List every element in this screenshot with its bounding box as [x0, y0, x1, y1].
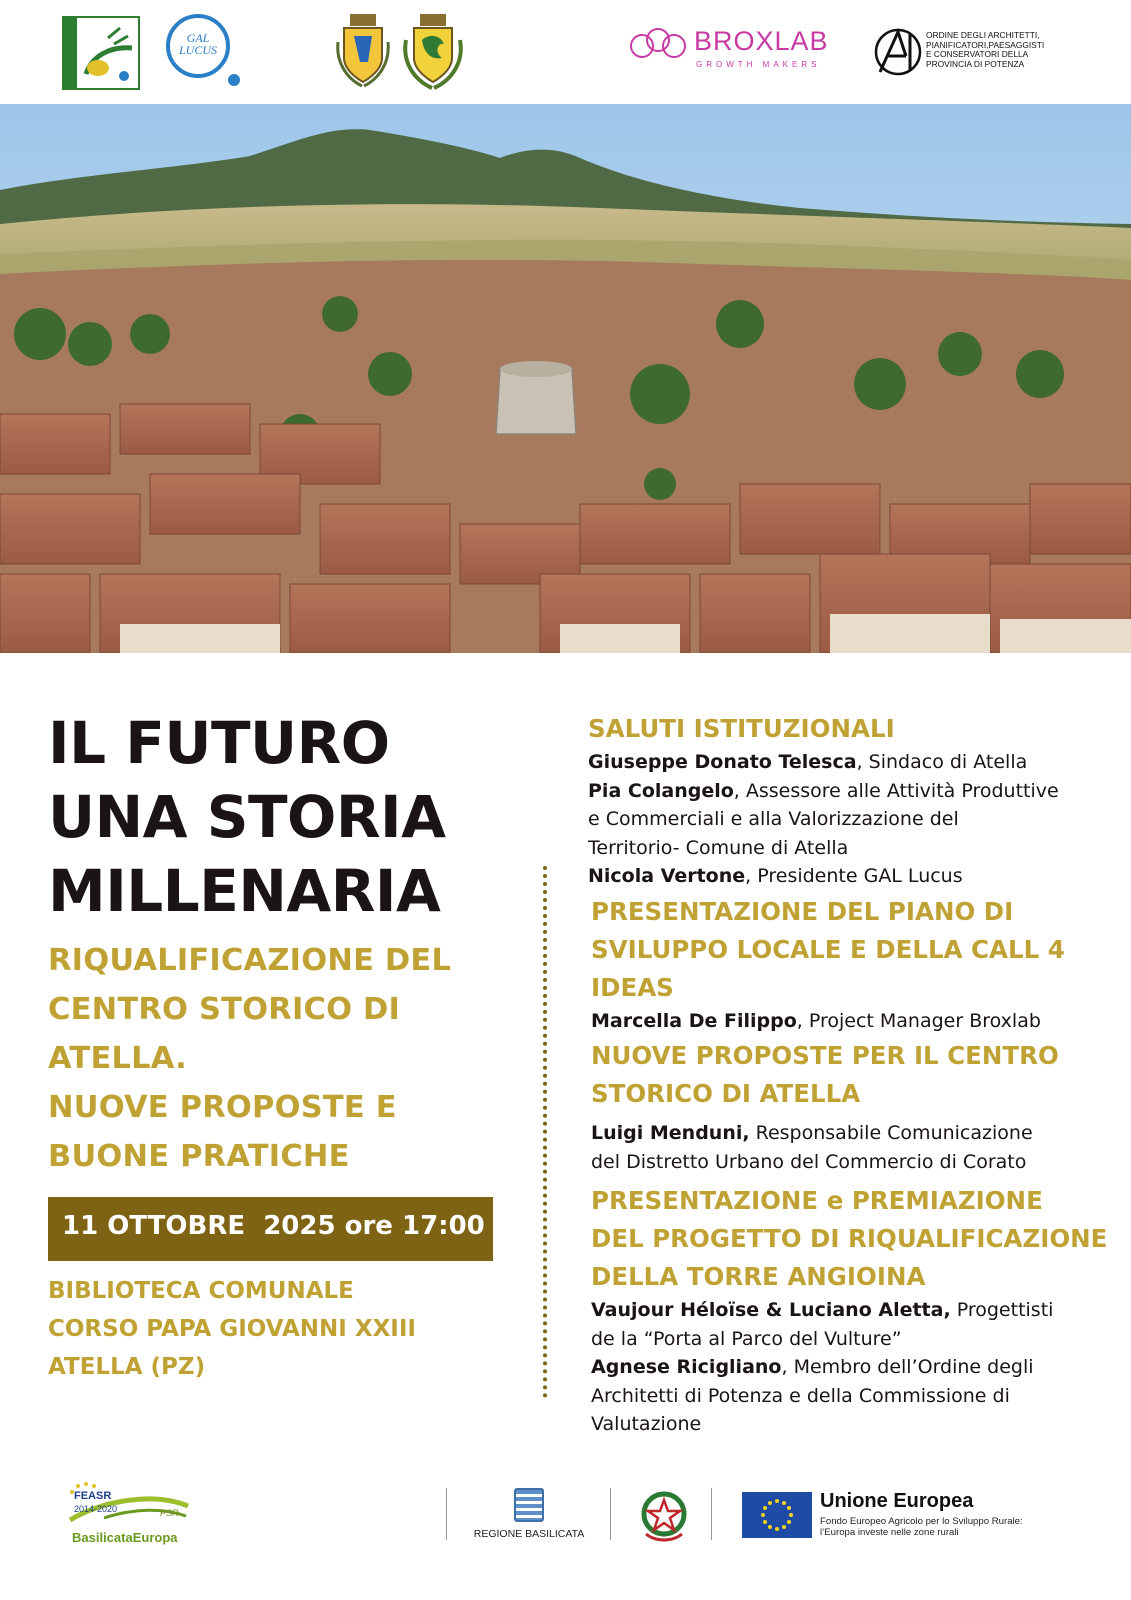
- ordine-monogram-icon: [872, 26, 924, 78]
- eu-subtitle-line: l’Europa investe nelle zone rurali: [820, 1527, 959, 1538]
- ordine-text: [926, 31, 1076, 69]
- speaker-name: Luigi Menduni,: [591, 1122, 750, 1144]
- section-title-line: DEL PROGETTO DI RIQUALIFICAZIONE: [591, 1224, 1108, 1253]
- subtitle-line: BUONE PRATICHE: [48, 1139, 350, 1174]
- broxlab-name: BROXLAB: [694, 26, 829, 56]
- title-line: UNA STORIA: [48, 783, 446, 851]
- speaker: [591, 1296, 1108, 1325]
- speaker-role-line: Architetti di Potenza e della Commissione di: [591, 1384, 1010, 1407]
- speaker: [591, 1119, 1108, 1148]
- speaker-role: Progettisti: [950, 1299, 1054, 1321]
- atella-aerial-photo: [0, 104, 1131, 653]
- speaker: [588, 777, 1108, 806]
- gal-lucus-text: GAL LUCUS: [178, 31, 217, 57]
- eu-title: Unione Europea: [820, 1490, 974, 1512]
- speaker-name: Pia Colangelo: [588, 779, 734, 802]
- ordine-architetti-logo: [872, 26, 1072, 82]
- gal-lucus-logo: [166, 14, 240, 86]
- feasr-years: 2014-2020: [74, 1504, 118, 1514]
- basilicata-europa-label: BasilicataEuropa: [72, 1530, 178, 1545]
- psr-label: PSR: [160, 1508, 179, 1518]
- program-section-piano: [591, 893, 1108, 1036]
- broxlab-circles-icon: [628, 26, 692, 66]
- speaker-role: , Membro dell’Ordine degli: [781, 1356, 1034, 1378]
- regione-label: REGIONE BASILICATA: [473, 1528, 585, 1540]
- speaker-role: , Project Manager Broxlab: [796, 1009, 1041, 1032]
- ordine-line: PIANIFICATORI,PAESAGGISTI: [926, 39, 1045, 50]
- speaker-name: Marcella De Filippo: [591, 1009, 797, 1032]
- ordine-line: ORDINE DEGLI ARCHITETTI,: [926, 30, 1040, 40]
- subtitle-line: CENTRO STORICO DI: [48, 992, 401, 1027]
- section-title-line: DELLA TORRE ANGIOINA: [591, 1262, 926, 1291]
- speaker-role: Responsabile Comunicazione: [749, 1122, 1033, 1144]
- date-banner: [48, 1197, 493, 1261]
- eu-flag-icon: [742, 1492, 812, 1538]
- dotted-divider: [543, 866, 547, 1398]
- speaker-role: , Assessore alle Attività Produttive: [733, 779, 1059, 802]
- broxlab-logo: [628, 26, 828, 76]
- program: [588, 710, 1108, 1439]
- venue-line: ATELLA (PZ): [48, 1354, 206, 1380]
- speaker: [588, 748, 1108, 777]
- venue-line: CORSO PAPA GIOVANNI XXIII: [48, 1316, 416, 1342]
- gal-dot-icon: [228, 74, 240, 86]
- coat-of-arms-icon: [398, 12, 468, 90]
- speaker-name: Agnese Ricigliano: [591, 1356, 782, 1378]
- event-date: 11 OTTOBRE 2025 ore 17:00: [62, 1211, 485, 1241]
- section-title-line: PRESENTAZIONE DEL PIANO DI: [591, 896, 1014, 926]
- feasr-label: FEASR: [74, 1490, 112, 1502]
- section-title: SALUTI ISTITUZIONALI: [588, 714, 895, 743]
- speaker: [591, 1007, 1108, 1036]
- speaker: [591, 1353, 1108, 1382]
- event-title: [48, 706, 518, 928]
- speaker-role-line: Territorio- Comune di Atella: [588, 836, 849, 859]
- speaker-role-line: e Commerciali e alla Valorizzazione del: [588, 808, 959, 830]
- title-line: MILLENARIA: [48, 857, 441, 925]
- ordine-line: PROVINCIA DI POTENZA: [926, 58, 1025, 69]
- speaker-role: , Presidente GAL Lucus: [745, 865, 963, 887]
- atella-coat-of-arms-icon: [332, 12, 394, 90]
- footer-divider: [446, 1488, 447, 1540]
- speaker: [588, 862, 1108, 891]
- speaker-role-line: del Distretto Urbano del Commercio di Corato: [591, 1150, 1027, 1173]
- section-title-line: NUOVE PROPOSTE PER IL CENTRO: [591, 1041, 1059, 1070]
- eu-subtitle: [820, 1516, 1060, 1538]
- event-venue: [48, 1272, 518, 1386]
- speaker-name: Giuseppe Donato Telesca: [588, 751, 857, 773]
- header-logos: [0, 0, 1131, 104]
- regione-shield-icon: [514, 1488, 544, 1522]
- footer-logos: [0, 1474, 1131, 1600]
- venue-line: BIBLIOTECA COMUNALE: [48, 1278, 354, 1304]
- program-section-proposte: [591, 1037, 1108, 1176]
- footer-divider: [610, 1488, 611, 1540]
- broxlab-tagline: GROWTH MAKERS: [696, 60, 821, 69]
- speaker-role: , Sindaco di Atella: [856, 751, 1028, 773]
- footer-divider: [711, 1488, 712, 1540]
- feasr-basilicata-europa-logo: [64, 1480, 204, 1550]
- speaker-name: Vaujour Héloïse & Luciano Aletta,: [591, 1299, 951, 1321]
- title-line: IL FUTURO: [48, 709, 390, 777]
- speaker-role-line: Valutazione: [591, 1413, 702, 1435]
- speaker-name: Nicola Vertone: [588, 865, 746, 887]
- program-section-premiazione: [591, 1182, 1108, 1439]
- regione-basilicata-logo: [470, 1488, 588, 1548]
- section-title-line: SVILUPPO LOCALE E DELLA CALL 4: [591, 934, 1065, 964]
- eu-subtitle-line: Fondo Europeo Agricolo per lo Sviluppo Rurale:: [820, 1516, 1023, 1527]
- ordine-line: E CONSERVATORI DELLA: [926, 49, 1029, 60]
- subtitle-line: ATELLA.: [48, 1041, 187, 1076]
- subtitle-line: NUOVE PROPOSTE E: [48, 1090, 397, 1125]
- program-section-saluti: [588, 710, 1108, 891]
- section-title-line: STORICO DI ATELLA: [591, 1079, 861, 1108]
- speaker-role-line: de la “Porta al Parco del Vulture”: [591, 1327, 902, 1350]
- repubblica-italiana-emblem-icon: [638, 1488, 690, 1544]
- subtitle-line: RIQUALIFICAZIONE DEL: [48, 943, 452, 978]
- section-title-line: PRESENTAZIONE e PREMIAZIONE: [591, 1186, 1043, 1215]
- event-subtitle: [48, 936, 528, 1181]
- section-title-line: IDEAS: [591, 972, 674, 1002]
- leader-logo: [62, 16, 140, 90]
